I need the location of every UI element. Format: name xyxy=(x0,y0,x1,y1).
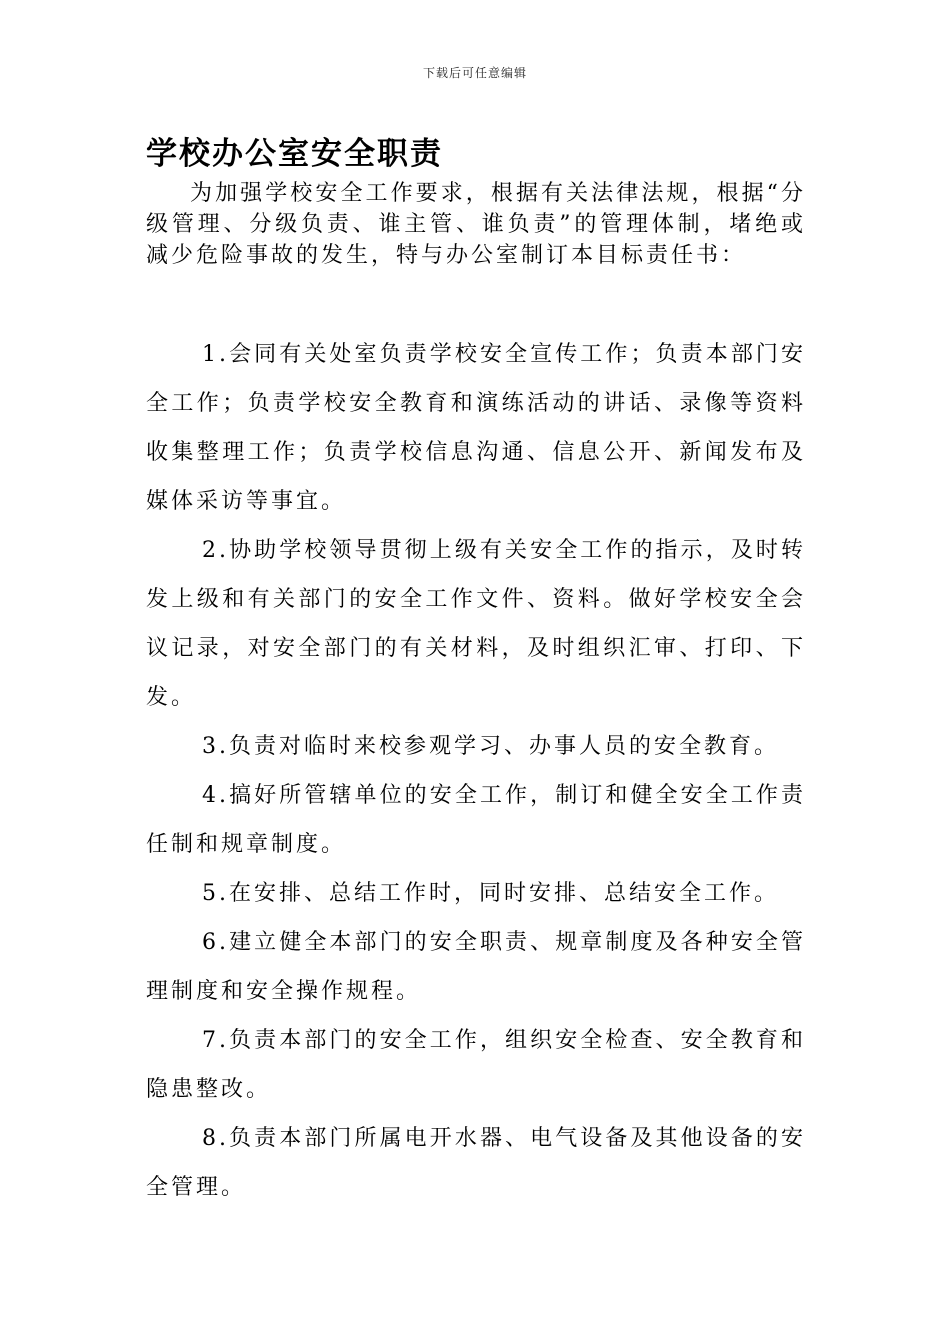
duty-item-3: 3.负责对临时来校参观学习、办事人员的安全教育。 xyxy=(202,734,779,759)
document-title: 学校办公室安全职责 xyxy=(146,136,443,172)
duty-item-1: 1.会同有关处室负责学校安全宣传工作；负责本部门安全工作；负责学校安全教育和演练活动的讲话、录像等资料收集整理工作；负责学校信息沟通、信息公开、新闻发布及媒体采访等事宜。 xyxy=(146,342,806,514)
duty-item-5: 5.在安排、总结工作时，同时安排、总结安全工作。 xyxy=(202,881,779,906)
duty-item-2: 2.协助学校领导贯彻上级有关安全工作的指示，及时转发上级和有关部门的安全工作文件、资料。做好学校安全会议记录，对安全部门的有关材料，及时组织汇审、打印、下发。 xyxy=(146,538,806,710)
intro-paragraph: 为加强学校安全工作要求，根据有关法律法规，根据“分级管理、分级负责、谁主管、谁负责”的管理体制，堵绝或减少危险事故的发生，特与办公室制订本目标责任书： xyxy=(146,181,806,268)
duty-item-4: 4.搞好所管辖单位的安全工作，制订和健全安全工作责任制和规章制度。 xyxy=(146,783,806,857)
duty-item-7: 7.负责本部门的安全工作，组织安全检查、安全教育和隐患整改。 xyxy=(146,1028,806,1102)
duty-item-6: 6.建立健全本部门的安全职责、规章制度及各种安全管理制度和安全操作规程。 xyxy=(146,930,806,1004)
duty-list xyxy=(146,330,806,1212)
duty-item-8: 8.负责本部门所属电开水器、电气设备及其他设备的安全管理。 xyxy=(146,1126,806,1200)
page-header: 下载后可任意编辑 xyxy=(422,66,527,80)
